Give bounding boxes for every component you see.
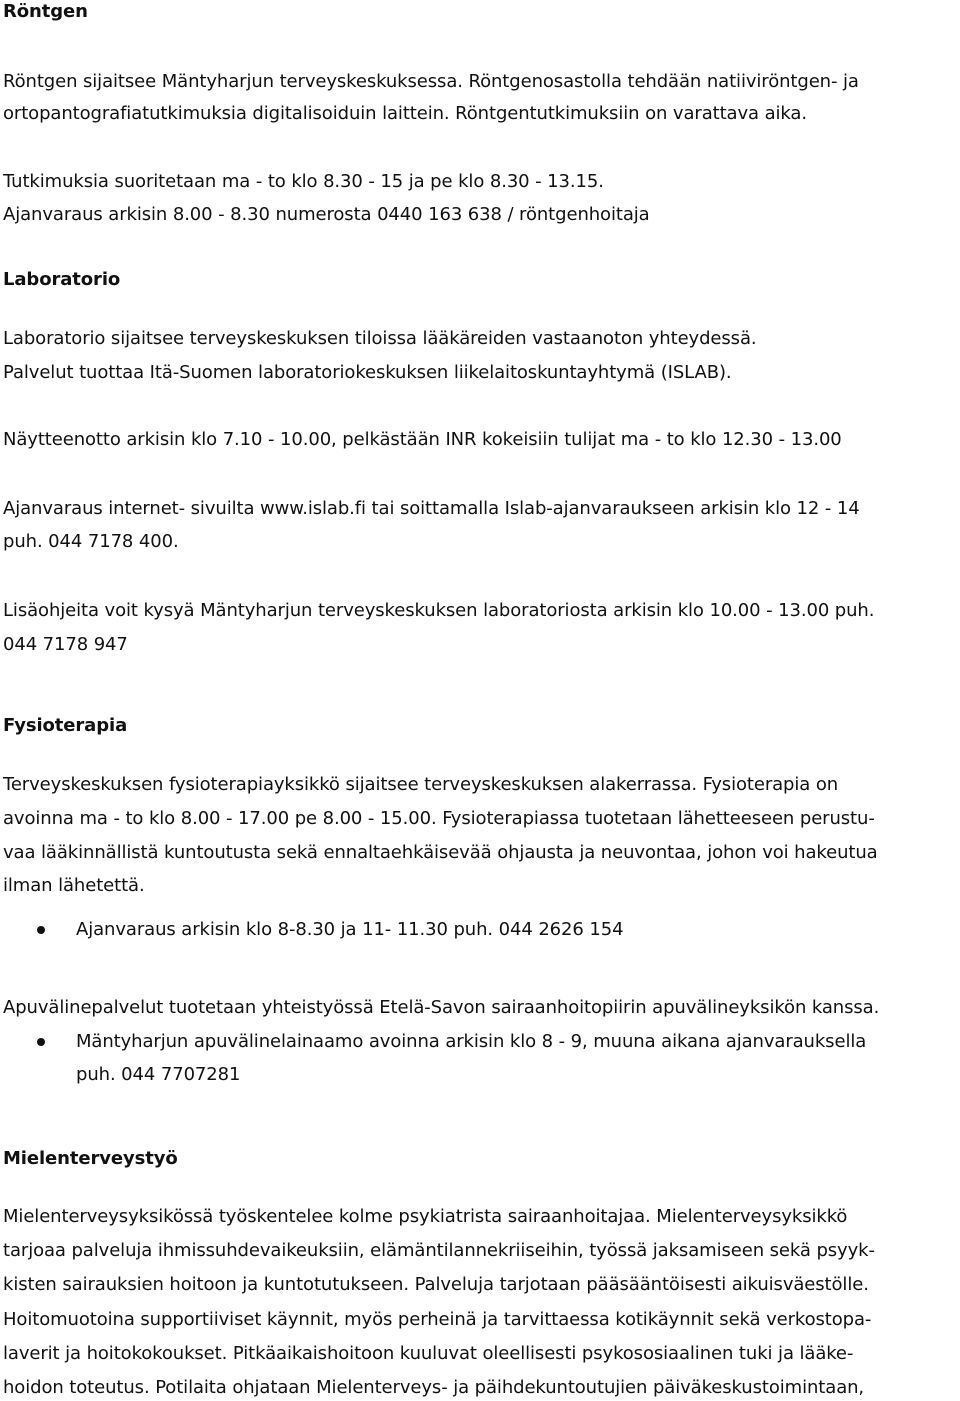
laboratorio-sampling-hours: Näytteenotto arkisin klo 7.10 - 10.00, pelkästään INR kokeisiin tulijat ma - to klo 12.30 - 13.00 [3,429,842,450]
fysioterapia-paragraph-line-4: ilman lähetettä. [3,875,145,896]
rontgen-paragraph-1-line-1: Röntgen sijaitsee Mäntyharjun terveyskeskuksessa. Röntgenosastolla tehdään natiiviröntgen- ja [3,71,859,92]
section-heading-fysioterapia: Fysioterapia [3,715,128,736]
bullet-text: Mäntyharjun apuvälinelainaamo avoinna arkisin klo 8 - 9, muuna aikana ajanvarauksella [76,1031,867,1052]
section-heading-rontgen: Röntgen [3,1,88,22]
laboratorio-booking-line-1: Ajanvaraus internet- sivuilta www.islab.fi tai soittamalla Islab-ajanvaraukseen arkisin klo 12 - 14 [3,498,860,519]
laboratorio-info-line-1: Lisäohjeita voit kysyä Mäntyharjun terveyskeskuksen laboratoriosta arkisin klo 10.00 - 13.00 puh. [3,600,875,621]
bullet-text: Ajanvaraus arkisin klo 8-8.30 ja 11- 11.30 puh. 044 2626 154 [76,919,624,940]
fysioterapia-bullet-lainaamo-line-2: puh. 044 7707281 [76,1064,241,1085]
rontgen-schedule-line: Tutkimuksia suoritetaan ma - to klo 8.30 - 15 ja pe klo 8.30 - 13.15. [3,171,604,192]
fysioterapia-bullet-lainaamo [0,1030,960,1054]
mielenterveys-paragraph-line-6: hoidon toteutus. Potilaita ohjataan Mielenterveys- ja päihdekuntoutujien päiväkeskustoimintaan, [3,1377,865,1398]
rontgen-paragraph-1-line-2: ortopantografiatutkimuksia digitalisoiduin laittein. Röntgentutkimuksiin on varattava aika. [3,103,807,124]
mielenterveys-paragraph-line-1: Mielenterveysyksikössä työskentelee kolme psykiatrista sairaanhoitajaa. Mielenterveysyksikkö [3,1206,848,1227]
section-heading-mielenterveystyo: Mielenterveystyö [3,1148,178,1169]
mielenterveys-paragraph-line-4: Hoitomuotoina supportiiviset käynnit, myös perheinä ja tarvittaessa kotikäynnit sekä verkostopa- [3,1309,872,1330]
laboratorio-booking-line-2: puh. 044 7178 400. [3,531,179,552]
mielenterveys-paragraph-line-5: laverit ja hoitokokoukset. Pitkäaikaishoitoon kuuluvat oleellisesti psykososiaalinen tuki ja lääke- [3,1343,854,1364]
fysioterapia-paragraph-line-1: Terveyskeskuksen fysioterapiayksikkö sijaitsee terveyskeskuksen alakerrassa. Fysioterapia on [3,774,839,795]
fysioterapia-paragraph-line-2: avoinna ma - to klo 8.00 - 17.00 pe 8.00 - 15.00. Fysioterapiassa tuotetaan lähetteeseen perustu- [3,808,875,829]
fysioterapia-bullet-booking [0,918,960,942]
laboratorio-paragraph-1-line-1: Laboratorio sijaitsee terveyskeskuksen tiloissa lääkäreiden vastaanoton yhteydessä. [3,328,757,349]
fysioterapia-paragraph-line-3: vaa lääkinnällistä kuntoutusta sekä ennaltaehkäisevää ohjausta ja neuvontaa, johon voi hakeutua [3,842,878,863]
fysioterapia-apuvaline-line: Apuvälinepalvelut tuotetaan yhteistyössä Etelä-Savon sairaanhoitopiirin apuvälineyksikön kanssa. [3,997,880,1018]
rontgen-booking-line: Ajanvaraus arkisin 8.00 - 8.30 numerosta 0440 163 638 / röntgenhoitaja [3,204,650,225]
mielenterveys-paragraph-line-2: tarjoaa palveluja ihmissuhdevaikeuksiin, elämäntilannekriiseihin, työssä jaksamiseen sekä psyyk- [3,1240,875,1261]
laboratorio-paragraph-1-line-2: Palvelut tuottaa Itä-Suomen laboratoriokeskuksen liikelaitoskuntayhtymä (ISLAB). [3,362,732,383]
mielenterveys-paragraph-line-3: kisten sairauksien hoitoon ja kuntotutukseen. Palveluja tarjotaan pääsääntöisesti aikuisväestölle. [3,1274,869,1295]
bullet-dot-icon [37,926,45,934]
laboratorio-info-line-2: 044 7178 947 [3,634,128,655]
bullet-dot-icon [37,1038,45,1046]
section-heading-laboratorio: Laboratorio [3,269,121,290]
